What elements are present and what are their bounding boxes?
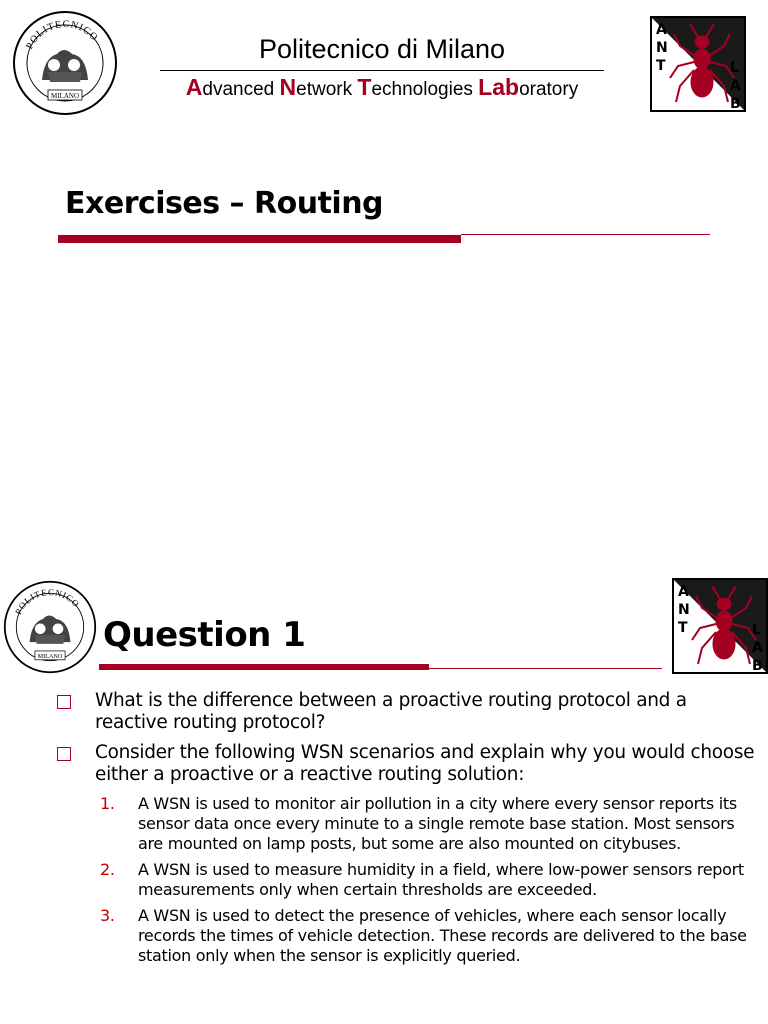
antlab-letter: B bbox=[752, 658, 763, 674]
list-item bbox=[55, 742, 755, 786]
item-number: 2. bbox=[100, 860, 115, 879]
seal-top-text: POLITECNICO bbox=[13, 586, 82, 617]
antlab-letter: T bbox=[678, 620, 688, 636]
seal-bottom-text: MILANO bbox=[37, 653, 63, 661]
slide-title: Exercises – Routing bbox=[65, 186, 384, 221]
title-underline-thin bbox=[429, 668, 662, 669]
square-bullet-icon bbox=[57, 695, 71, 709]
list-item bbox=[55, 860, 755, 900]
item-text: A WSN is used to detect the presence of vehicles, where each sensor locally records the times of vehicle detection. These records are delivered to the base station only when the sensor is explicitly queried. bbox=[138, 906, 747, 965]
antlab-letter: A bbox=[678, 584, 689, 600]
antlab-letter: A bbox=[656, 22, 667, 38]
antlab-letter: N bbox=[656, 40, 668, 56]
antlab-logo bbox=[672, 578, 768, 674]
antlab-logo bbox=[650, 16, 746, 112]
title-underline-thick bbox=[58, 235, 461, 243]
antlab-letter: A bbox=[752, 640, 763, 656]
politecnico-seal-logo bbox=[3, 580, 97, 674]
politecnico-seal-logo bbox=[12, 10, 118, 116]
list-item bbox=[55, 690, 755, 734]
antlab-letter: B bbox=[730, 96, 741, 112]
antlab-letter: N bbox=[678, 602, 690, 618]
list-item bbox=[55, 794, 755, 854]
seal-bottom-text: MILANO bbox=[51, 92, 79, 100]
item-text: A WSN is used to monitor air pollution in a city where every sensor reports its sensor data once every minute to a single remote base station. Most sensors are mounted on lamp posts, but some are also mounted on citybuses. bbox=[138, 794, 737, 853]
item-text: A WSN is used to measure humidity in a field, where low-power sensors report measurements only when certain thresholds are exceeded. bbox=[138, 860, 744, 899]
title-underline-thick bbox=[99, 664, 429, 670]
bullet-text: Consider the following WSN scenarios and explain why you would choose either a proactive or a reactive routing solution: bbox=[95, 742, 755, 785]
institution-divider bbox=[160, 70, 604, 71]
seal-top-text: POLITECNICO bbox=[24, 18, 101, 52]
question-slide bbox=[0, 572, 768, 1024]
antlab-letter: A bbox=[730, 78, 741, 94]
square-bullet-icon bbox=[57, 747, 71, 761]
antlab-letter: T bbox=[656, 58, 666, 74]
lab-name: Advanced Network Technologies Laboratory bbox=[185, 74, 579, 100]
question-list bbox=[55, 690, 755, 972]
antlab-letter: L bbox=[730, 60, 739, 76]
antlab-letter: L bbox=[752, 622, 761, 638]
bullet-text: What is the difference between a proactive routing protocol and a reactive routing protocol? bbox=[95, 690, 687, 733]
title-underline-thin bbox=[461, 234, 710, 235]
item-number: 1. bbox=[100, 794, 115, 813]
slide-title: Question 1 bbox=[103, 615, 306, 655]
item-number: 3. bbox=[100, 906, 115, 925]
institution-name: Politecnico di Milano bbox=[258, 34, 506, 64]
list-item bbox=[55, 906, 755, 966]
